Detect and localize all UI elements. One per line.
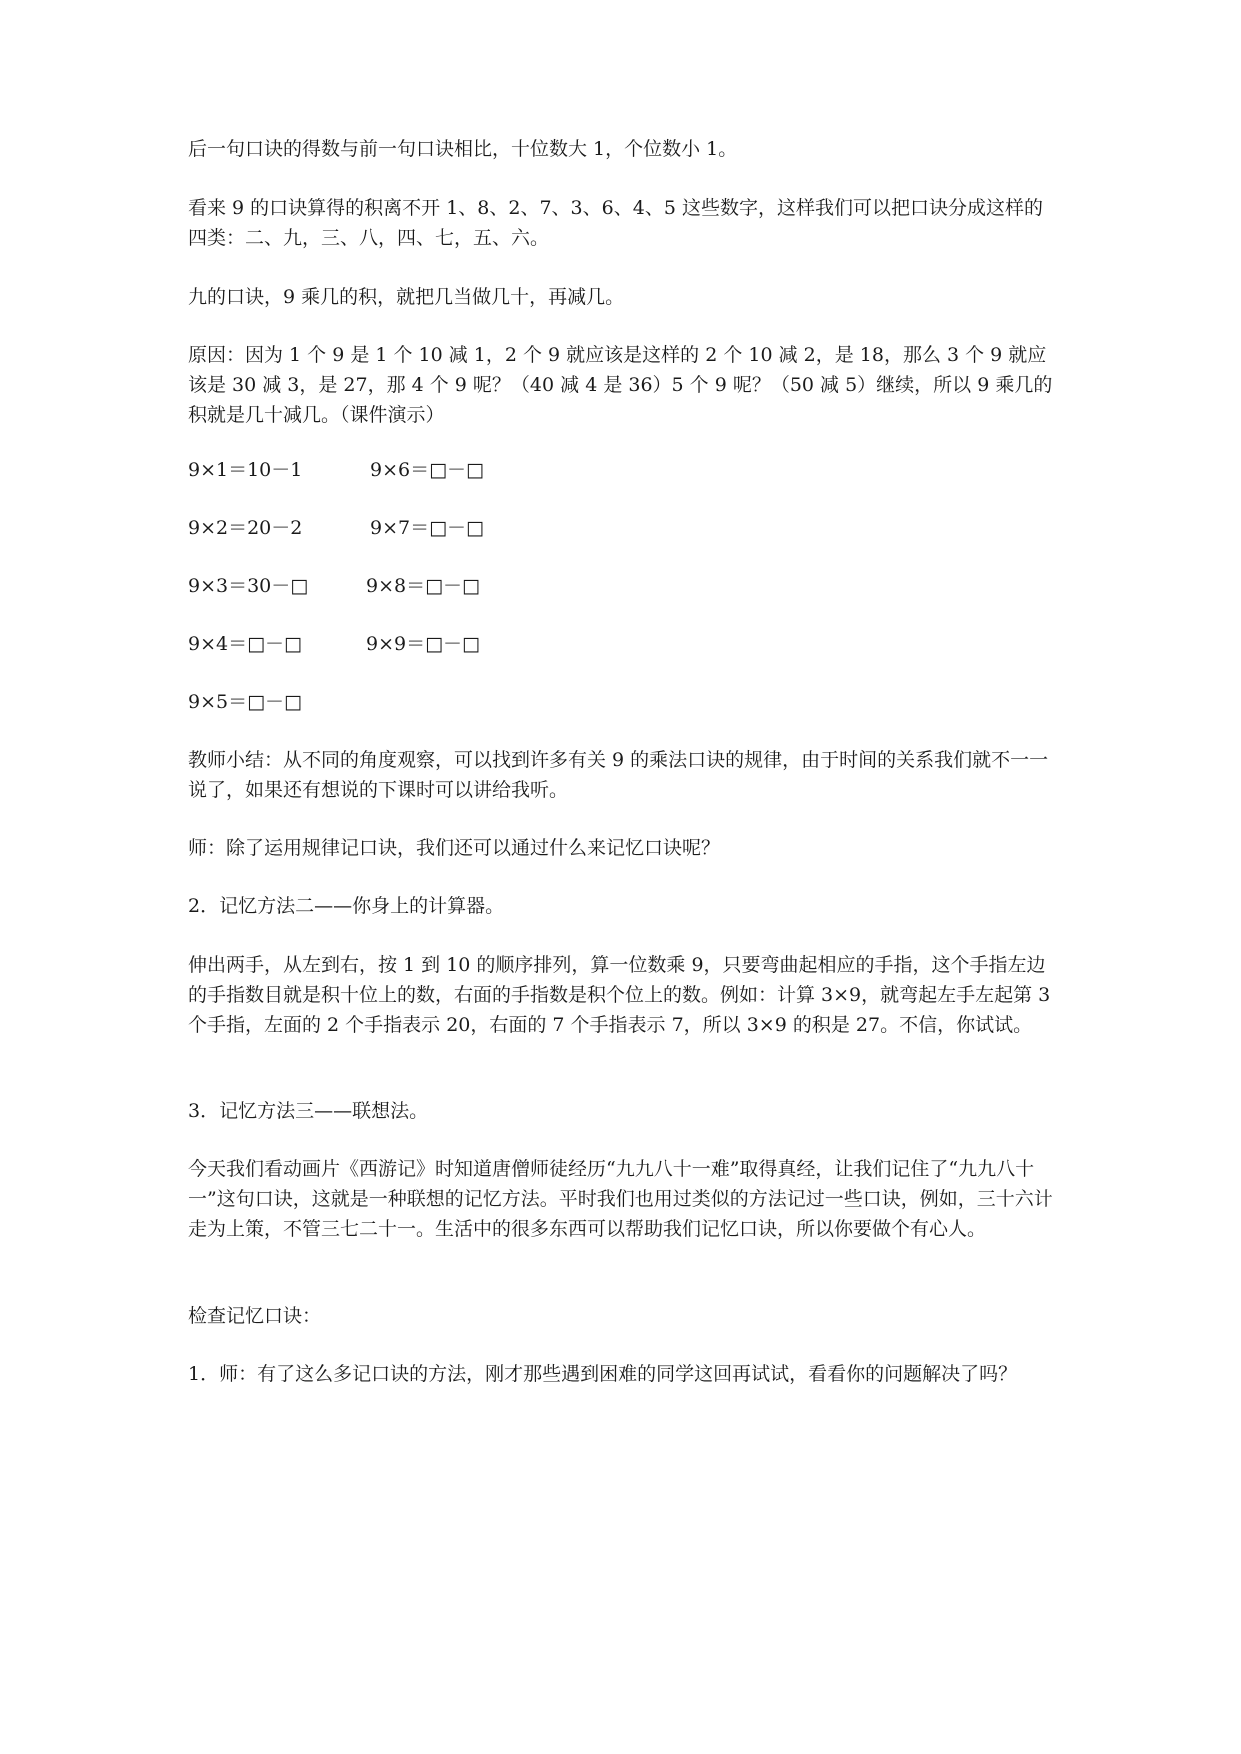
paragraph-teacher-retry: 1．师：有了这么多记口诀的方法，刚才那些遇到困难的同学这回再试试，看看你的问题解决了吗？ (188, 1363, 1018, 1385)
paragraph-nine-rule: 九的口诀，9 乘几的积，就把几当做几十，再减几。 (188, 286, 625, 308)
equation-9x3: 9×3＝30－□ (188, 575, 309, 597)
paragraph-finger-method: 伸出两手，从左到右，按 1 到 10 的顺序排列，算一位数乘 9，只要弯曲起相应的手指，这个手指左边的手指数目就是积十位上的数，右面的手指数是积个位上的数。例如：计算 3×9，就弯起左手左起第 3 个手指，左面的 2 个手指表示 20，右面的 7 个手指表示 7，所以 3×9 的积是 27。不信，你试试。 (188, 954, 1051, 1036)
heading-check-memory: 检查记忆口诀： (188, 1305, 322, 1327)
paragraph-teacher-summary: 教师小结：从不同的角度观察，可以找到许多有关 9 的乘法口诀的规律，由于时间的关系我们就不一一说了，如果还有想说的下课时可以讲给我听。 (188, 749, 1049, 801)
paragraph-reason: 原因：因为 1 个 9 是 1 个 10 减 1，2 个 9 就应该是这样的 2 个 10 减 2，是 18，那么 3 个 9 就应该是 30 减 3，是 27，那 4 个 9 呢？（40 减 4 是 36）5 个 9 呢？（50 减 5）继续，所以 9 乘几的积就是几十减几。（课件演示） (188, 344, 1053, 426)
equation-9x4: 9×4＝□－□ (188, 633, 303, 655)
paragraph-teacher-question: 师：除了运用规律记口诀，我们还可以通过什么来记忆口诀呢？ (188, 837, 721, 859)
paragraph-digit-pattern: 后一句口诀的得数与前一句口诀相比，十位数大 1，个位数小 1。 (188, 138, 738, 160)
equation-9x7: 9×7＝□－□ (370, 517, 485, 539)
heading-method-three: 3．记忆方法三——联想法。 (188, 1100, 429, 1122)
equation-9x5: 9×5＝□－□ (188, 691, 303, 713)
equation-9x9: 9×9＝□－□ (366, 633, 481, 655)
paragraph-association: 今天我们看动画片《西游记》时知道唐僧师徒经历“九九八十一难”取得真经，让我们记住了“九九八十一”这句口诀，这就是一种联想的记忆方法。平时我们也用过类似的方法记过一些口诀，例如，三十六计走为上策，不管三七二十一。生活中的很多东西可以帮助我们记忆口诀，所以你要做个有心人。 (188, 1158, 1053, 1240)
equation-9x2: 9×2＝20－2 (188, 517, 303, 539)
equation-9x1: 9×1＝10－1 (188, 459, 303, 481)
equation-9x6: 9×6＝□－□ (370, 459, 485, 481)
equation-9x8: 9×8＝□－□ (366, 575, 481, 597)
paragraph-four-categories: 看来 9 的口诀算得的积离不开 1、8、2、7、3、6、4、5 这些数字，这样我们可以把口诀分成这样的四类：二、九，三、八，四、七，五、六。 (188, 197, 1043, 249)
heading-method-two: 2．记忆方法二——你身上的计算器。 (188, 895, 505, 917)
